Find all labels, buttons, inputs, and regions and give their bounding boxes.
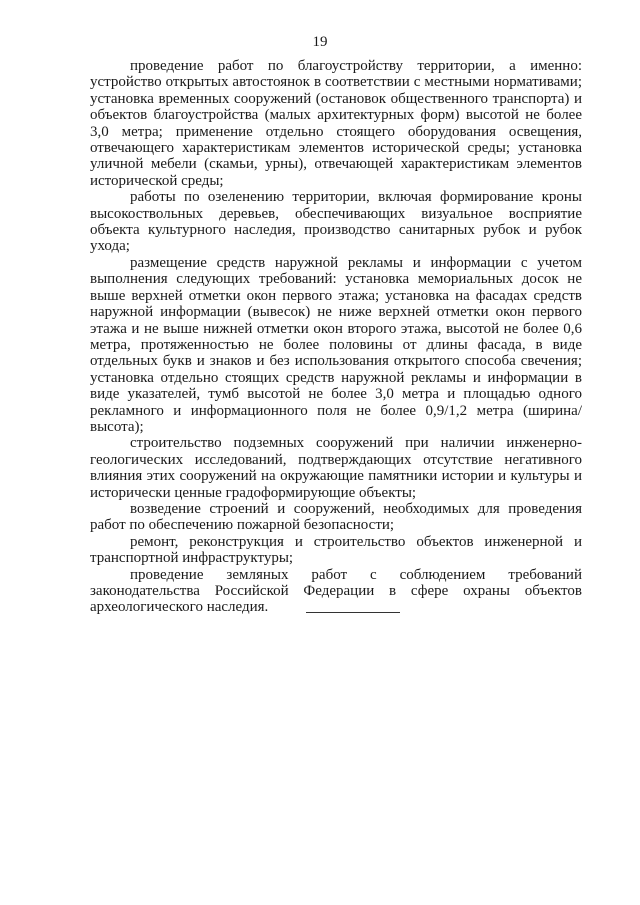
paragraph-infrastructure: ремонт, реконструкция и строительство объектов инженерной и транспортной инфраструктуры;	[90, 533, 582, 567]
paragraph-underground-construction: строительство подземных сооружений при наличии инженерно-геологических исследований, подтверждающих отсутствие негативного влияния этих сооружений на окружающие памятники истории и культуры и исторически ценные градоформирующие объекты;	[90, 435, 582, 501]
paragraph-fire-safety: возведение строений и сооружений, необходимых для проведения работ по обеспечению пожарной безопасности;	[90, 500, 582, 534]
end-divider	[306, 612, 400, 613]
document-body	[90, 58, 582, 616]
paragraph-landscaping: проведение работ по благоустройству территории, а именно: устройство открытых автостоянок в соответствии с местными нормативами; установка временных сооружений (остановок общественного транспорта) и объектов благоустройства (малых архитектурных форм) высотой не более 3,0 метра; применение отдельно стоящего оборудования освещения, отвечающего характеристикам элементов исторической среды; установка уличной мебели (скамьи, урны), отвечающей характеристикам элементов исторической среды;	[90, 58, 582, 189]
paragraph-greening: работы по озеленению территории, включая формирование кроны высокоствольных деревьев, обеспечивающих визуальное восприятие объекта культурного наследия, производство санитарных рубок и рубок ухода;	[90, 189, 582, 255]
paragraph-earthworks: проведение земляных работ с соблюдением требований законодательства Российской Федерации в сфере охраны объектов археологического наследия.	[90, 566, 582, 616]
paragraph-advertising: размещение средств наружной рекламы и информации с учетом выполнения следующих требований: установка мемориальных досок не выше верхней отметки окон первого этажа; установка на фасадах средств наружной информации (вывесок) не ниже верхней отметки окон первого этажа и не выше нижней отметки окон второго этажа, высотой не более 0,6 метра, протяженностью не более половины от длины фасада, в виде отдельных букв и знаков и без использования открытого способа свечения; установка отдельно стоящих средств наружной рекламы и информации в виде указателей, тумб высотой не более 3,0 метра и площадью одного рекламного и информационного поля не более 0,9/1,2 метра (ширина/высота);	[90, 254, 582, 435]
page-number: 19	[312, 34, 328, 50]
